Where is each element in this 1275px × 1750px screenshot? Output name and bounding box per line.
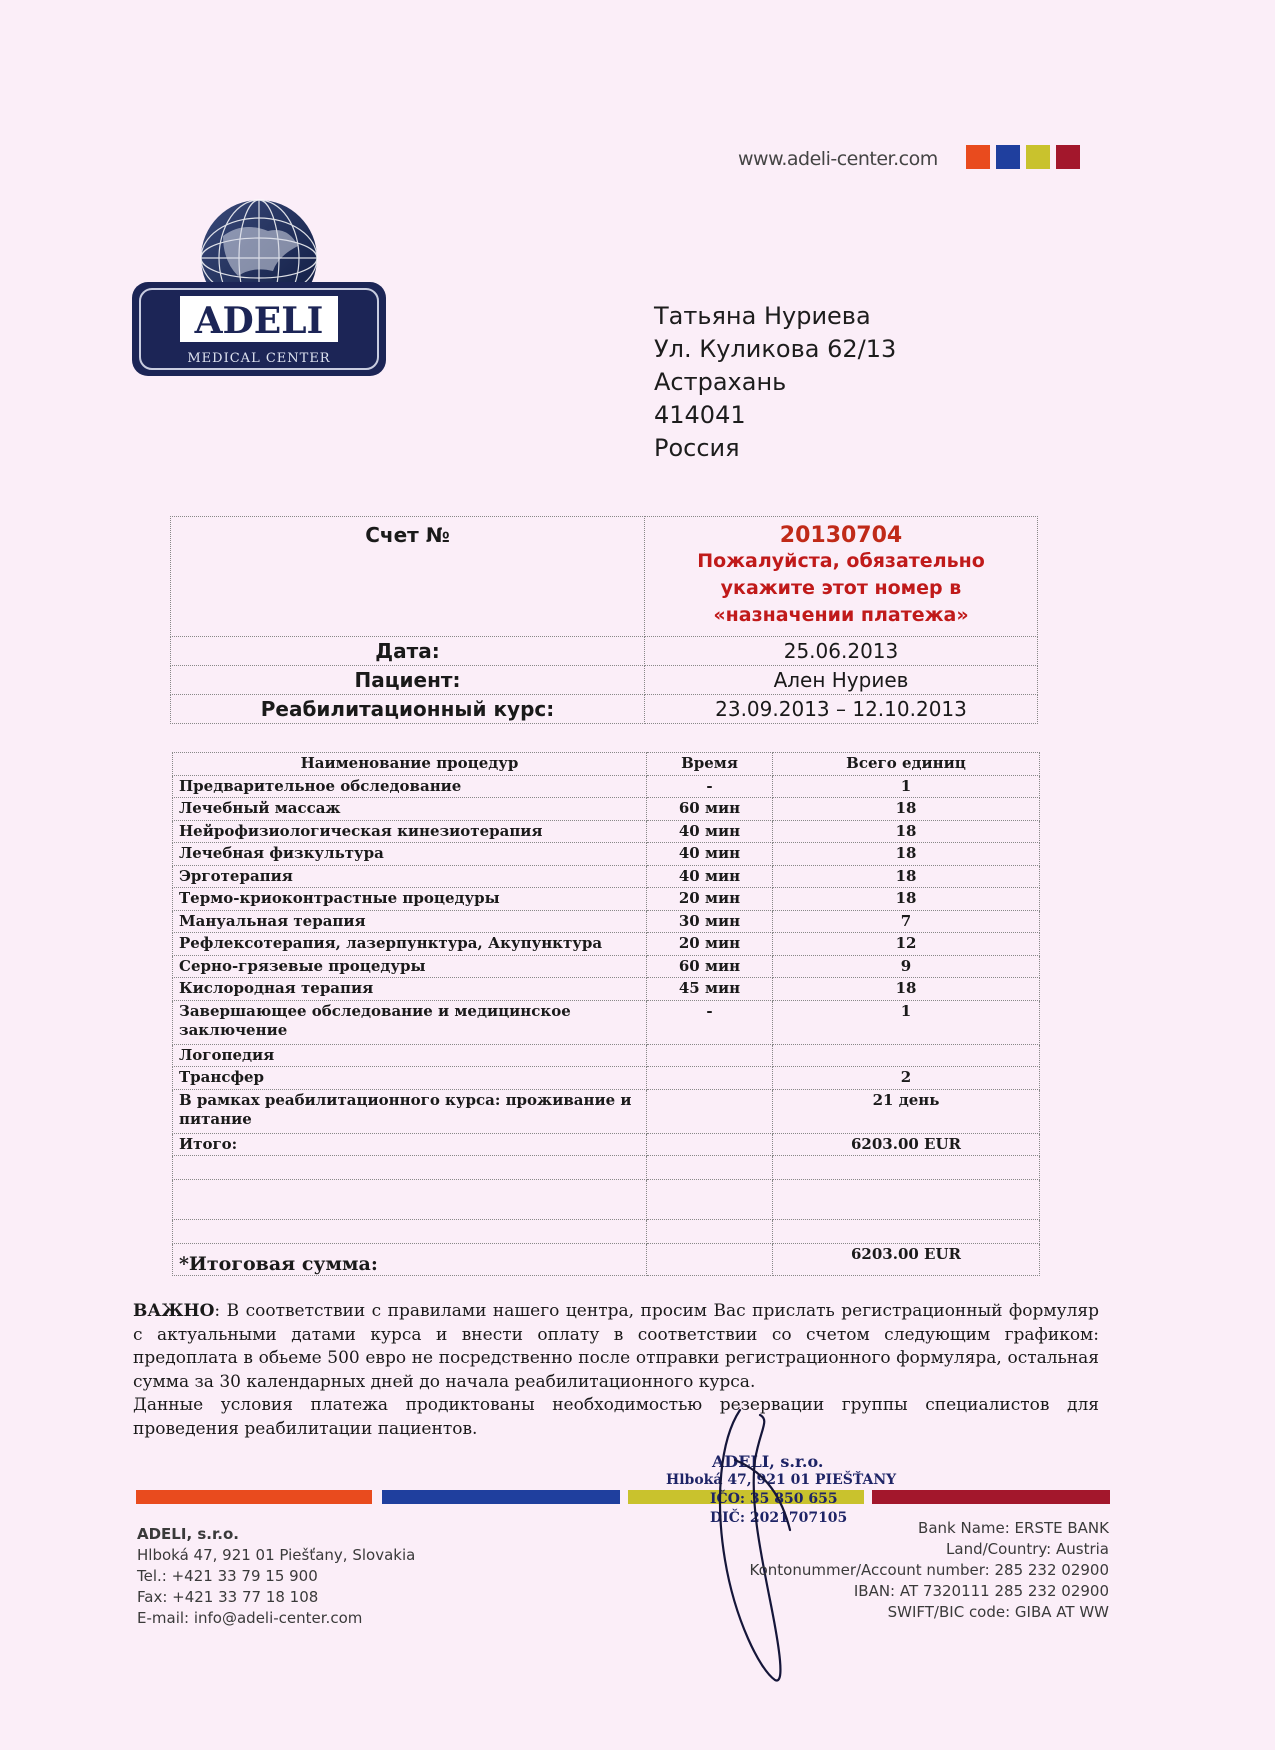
procedure-name: Эрготерапия [173, 865, 647, 888]
table-header-row [173, 753, 1040, 776]
empty-row [173, 1180, 1040, 1220]
course-dates: 23.09.2013 – 12.10.2013 [645, 695, 1038, 724]
important-text: : В соответствии с правилами нашего центра, просим Вас прислать регистрационный формуляр с актуальными датами курса и внести оплату в соответствии со счетом следующим графиком: предоплата в обьеме 500 евро не посредственно после отправки регистрационного формуляра, остальная сумма за 30 календарных дней до начала реабилитационного курса. [133, 1301, 1099, 1392]
stamp-line-1: ADELI, s.r.o. [712, 1452, 824, 1471]
header-procedure: Наименование процедур [173, 753, 647, 776]
procedure-time: 30 мин [647, 910, 773, 933]
procedure-name: Завершающее обследование и медицинское заключение [173, 1000, 647, 1044]
procedure-units: 18 [773, 865, 1040, 888]
stripe-red [872, 1490, 1110, 1504]
footer-bank-info [750, 1518, 1109, 1623]
procedure-time [647, 1067, 773, 1090]
empty-row [173, 1156, 1040, 1180]
patient-name: Ален Нуриев [645, 666, 1038, 695]
recipient-city: Астрахань [654, 368, 787, 396]
bank-country: Land/Country: Austria [946, 1540, 1109, 1558]
bank-name: Bank Name: ERSTE BANK [918, 1519, 1109, 1537]
procedure-time: 60 мин [647, 798, 773, 821]
header-units: Всего единиц [773, 753, 1040, 776]
procedure-units: 12 [773, 933, 1040, 956]
stripe-blue [382, 1490, 620, 1504]
procedure-name: Термо-криоконтрастные процедуры [173, 888, 647, 911]
procedure-name: Серно-грязевые процедуры [173, 955, 647, 978]
color-square-orange [966, 145, 990, 169]
recipient-street: Ул. Куликова 62/13 [654, 335, 897, 363]
adeli-logo [128, 196, 390, 380]
procedure-units [773, 1044, 1040, 1067]
bank-swift: SWIFT/BIC code: GIBA AT WW [887, 1603, 1109, 1621]
procedure-units: 9 [773, 955, 1040, 978]
important-label: ВАЖНО [133, 1301, 215, 1321]
procedure-units: 7 [773, 910, 1040, 933]
procedure-name: Нейрофизиологическая кинезиотерапия [173, 820, 647, 843]
grand-total-value: 6203.00 EUR [773, 1244, 1040, 1276]
procedure-name: Логопедия [173, 1044, 647, 1067]
invoice-note-2: укажите этот номер в [720, 577, 962, 599]
procedures-body [173, 775, 1040, 1000]
subtotal-value: 6203.00 EUR [773, 1133, 1040, 1156]
date-label: Дата: [171, 637, 645, 666]
subtotal-row [173, 1133, 1040, 1156]
table-row [173, 933, 1040, 956]
svg-text:ADELI: ADELI [194, 300, 324, 342]
stripe-orange [136, 1490, 372, 1504]
footer-fax: Fax: +421 33 77 18 108 [137, 1588, 319, 1606]
footer-company-info [137, 1524, 415, 1629]
patient-label: Пациент: [171, 666, 645, 695]
table-row [173, 798, 1040, 821]
table-row [173, 775, 1040, 798]
procedure-units: 21 день [773, 1089, 1040, 1133]
invoice-number-cell [645, 517, 1038, 637]
procedure-name: Кислородная терапия [173, 978, 647, 1001]
procedure-units: 18 [773, 843, 1040, 866]
stamp-line-4: DIČ: 2021707105 [710, 1510, 848, 1526]
bank-account: Kontonummer/Account number: 285 232 02900 [749, 1561, 1109, 1579]
procedure-units: 18 [773, 978, 1040, 1001]
procedure-name: Трансфер [173, 1067, 647, 1090]
grand-total-label: *Итоговая сумма: [173, 1244, 647, 1276]
procedure-name: Лечебный массаж [173, 798, 647, 821]
procedure-name: Мануальная терапия [173, 910, 647, 933]
procedure-time: - [647, 1000, 773, 1044]
procedures-table [172, 752, 1040, 1276]
footer-email: E-mail: info@adeli-center.com [137, 1609, 363, 1627]
procedure-units: 1 [773, 775, 1040, 798]
website-url: www.adeli-center.com [738, 148, 938, 170]
important-text-2: Данные условия платежа продиктованы необходимостью резервации группы специалистов для проведения реабилитации пациентов. [133, 1395, 1099, 1439]
stamp-line-3: IČO: 35 850 655 [710, 1491, 838, 1507]
procedure-time: 40 мин [647, 820, 773, 843]
footer-address: Hlboká 47, 921 01 Piešťany, Slovakia [137, 1546, 416, 1564]
table-row [173, 955, 1040, 978]
color-square-blue [996, 145, 1020, 169]
procedure-time: 40 мин [647, 865, 773, 888]
empty-row [173, 1220, 1040, 1244]
course-label: Реабилитационный курс: [171, 695, 645, 724]
table-row [173, 1067, 1040, 1090]
recipient-country: Россия [654, 434, 740, 462]
procedure-name: Предварительное обследование [173, 775, 647, 798]
procedure-units: 2 [773, 1067, 1040, 1090]
procedure-time: 45 мин [647, 978, 773, 1001]
procedure-time [647, 1089, 773, 1133]
table-row [173, 888, 1040, 911]
svg-text:MEDICAL CENTER: MEDICAL CENTER [187, 351, 331, 366]
procedure-units: 18 [773, 888, 1040, 911]
table-row [173, 910, 1040, 933]
table-row [173, 1044, 1040, 1067]
invoice-note-1: Пожалуйста, обязательно [697, 550, 985, 572]
table-row [173, 843, 1040, 866]
color-square-red [1056, 145, 1080, 169]
procedure-name: Лечебная физкультура [173, 843, 647, 866]
recipient-zip: 414041 [654, 401, 746, 429]
invoice-info-table [170, 516, 1038, 724]
table-row [173, 865, 1040, 888]
procedure-name: В рамках реабилитационного курса: проживание и питание [173, 1089, 647, 1133]
important-note [133, 1300, 1099, 1441]
procedure-time: 20 мин [647, 933, 773, 956]
invoice-date: 25.06.2013 [645, 637, 1038, 666]
procedure-units: 1 [773, 1000, 1040, 1044]
procedure-time [647, 1044, 773, 1067]
table-row [173, 1089, 1040, 1133]
table-row [173, 1000, 1040, 1044]
stamp-line-2: Hlboká 47, 921 01 PIEŠŤANY [666, 1472, 897, 1488]
procedure-time: - [647, 775, 773, 798]
color-square-yellow [1026, 145, 1050, 169]
procedure-time: 20 мин [647, 888, 773, 911]
procedure-time: 40 мин [647, 843, 773, 866]
footer-company: ADELI, s.r.o. [137, 1525, 239, 1543]
invoice-number: 20130704 [779, 523, 903, 548]
grand-total-row [173, 1244, 1040, 1276]
footer-tel: Tel.: +421 33 79 15 900 [137, 1567, 318, 1585]
recipient-address [654, 300, 896, 465]
header-time: Время [647, 753, 773, 776]
invoice-number-label: Счет № [171, 517, 645, 637]
procedure-units: 18 [773, 820, 1040, 843]
invoice-note-3: «назначении платежа» [713, 604, 969, 626]
procedure-name: Рефлексотерапия, лазерпунктура, Акупунктура [173, 933, 647, 956]
procedure-time: 60 мин [647, 955, 773, 978]
table-row [173, 820, 1040, 843]
recipient-name: Татьяна Нуриева [654, 302, 871, 330]
bank-iban: IBAN: AT 7320111 285 232 02900 [853, 1582, 1109, 1600]
table-row [173, 978, 1040, 1001]
procedure-units: 18 [773, 798, 1040, 821]
subtotal-label: Итого: [173, 1133, 647, 1156]
